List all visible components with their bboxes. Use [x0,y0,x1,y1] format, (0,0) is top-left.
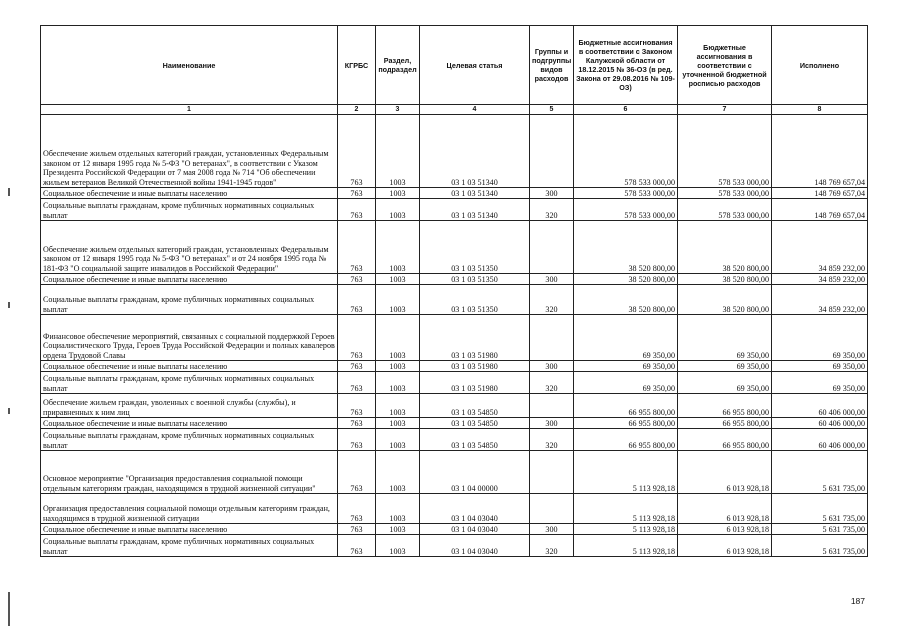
cell-executed: 5 631 735,00 [772,524,868,535]
cell-rospis: 38 520 800,00 [678,285,772,315]
cell-section: 1003 [376,188,420,199]
cell-kgrbs: 763 [338,418,376,429]
cell-name: Основное мероприятие "Организация предоставления социальной помощи отдельным категориям граждан, находящимся в трудной жизненной ситуации" [41,451,338,494]
cell-executed: 69 350,00 [772,372,868,394]
margin-mark [8,188,10,196]
cell-law: 66 955 800,00 [574,418,678,429]
cell-section: 1003 [376,429,420,451]
cell-kgrbs: 763 [338,361,376,372]
margin-mark [8,408,10,414]
cell-law: 578 533 000,00 [574,115,678,188]
cell-section: 1003 [376,361,420,372]
cell-executed: 69 350,00 [772,361,868,372]
table-row [41,188,868,199]
table-row [41,199,868,221]
cell-name: Социальное обеспечение и иные выплаты населению [41,524,338,535]
cell-executed: 60 406 000,00 [772,394,868,418]
cell-law: 578 533 000,00 [574,199,678,221]
table-row [41,429,868,451]
table-row [41,535,868,557]
cell-group: 320 [530,535,574,557]
cell-executed: 34 859 232,00 [772,274,868,285]
cell-group: 320 [530,199,574,221]
cell-kgrbs: 763 [338,221,376,274]
cell-law: 578 533 000,00 [574,188,678,199]
cell-executed: 69 350,00 [772,315,868,361]
table-row [41,394,868,418]
table-row [41,115,868,188]
cell-group [530,115,574,188]
cell-law: 38 520 800,00 [574,274,678,285]
column-number: 8 [772,105,868,115]
table-row [41,494,868,524]
cell-target: 03 1 03 54850 [420,418,530,429]
budget-table [40,25,868,557]
cell-target: 03 1 03 51980 [420,315,530,361]
cell-name: Социальное обеспечение и иные выплаты населению [41,188,338,199]
cell-rospis: 6 013 928,18 [678,524,772,535]
cell-group [530,394,574,418]
cell-rospis: 578 533 000,00 [678,199,772,221]
cell-kgrbs: 763 [338,394,376,418]
cell-target: 03 1 04 00000 [420,451,530,494]
page-number: 187 [850,596,865,606]
column-header: Исполнено [772,26,868,105]
cell-rospis: 578 533 000,00 [678,115,772,188]
cell-law: 69 350,00 [574,372,678,394]
cell-kgrbs: 763 [338,524,376,535]
cell-law: 66 955 800,00 [574,394,678,418]
column-number: 5 [530,105,574,115]
column-header: Группы и подгруппы видов расходов [530,26,574,105]
cell-rospis: 38 520 800,00 [678,221,772,274]
cell-group: 320 [530,372,574,394]
cell-executed: 60 406 000,00 [772,418,868,429]
cell-target: 03 1 03 51350 [420,221,530,274]
cell-section: 1003 [376,524,420,535]
cell-group [530,221,574,274]
cell-executed: 148 769 657,04 [772,199,868,221]
cell-target: 03 1 03 54850 [420,394,530,418]
column-number: 3 [376,105,420,115]
cell-kgrbs: 763 [338,274,376,285]
cell-rospis: 69 350,00 [678,372,772,394]
cell-law: 5 113 928,18 [574,494,678,524]
cell-kgrbs: 763 [338,315,376,361]
cell-group [530,494,574,524]
cell-kgrbs: 763 [338,535,376,557]
cell-executed: 34 859 232,00 [772,285,868,315]
cell-executed: 5 631 735,00 [772,494,868,524]
cell-executed: 5 631 735,00 [772,451,868,494]
table-row [41,361,868,372]
column-number: 6 [574,105,678,115]
cell-group: 300 [530,418,574,429]
table-row [41,315,868,361]
margin-mark [8,302,10,308]
cell-group: 320 [530,285,574,315]
cell-section: 1003 [376,274,420,285]
cell-group: 300 [530,524,574,535]
cell-rospis: 6 013 928,18 [678,494,772,524]
cell-law: 66 955 800,00 [574,429,678,451]
cell-executed: 5 631 735,00 [772,535,868,557]
cell-target: 03 1 03 51340 [420,115,530,188]
cell-section: 1003 [376,115,420,188]
cell-section: 1003 [376,221,420,274]
table-row [41,451,868,494]
cell-law: 69 350,00 [574,315,678,361]
cell-name: Организация предоставления социальной помощи отдельным категориям граждан, находящимся в трудной жизненной ситуации [41,494,338,524]
cell-kgrbs: 763 [338,199,376,221]
margin-mark [8,592,10,626]
cell-section: 1003 [376,285,420,315]
cell-group: 300 [530,361,574,372]
cell-section: 1003 [376,372,420,394]
cell-kgrbs: 763 [338,285,376,315]
cell-rospis: 6 013 928,18 [678,535,772,557]
cell-group: 300 [530,274,574,285]
cell-kgrbs: 763 [338,494,376,524]
cell-section: 1003 [376,315,420,361]
column-header: Наименование [41,26,338,105]
cell-rospis: 69 350,00 [678,361,772,372]
cell-name: Социальные выплаты гражданам, кроме публичных нормативных социальных выплат [41,199,338,221]
column-number: 4 [420,105,530,115]
cell-group: 320 [530,429,574,451]
cell-target: 03 1 03 51350 [420,274,530,285]
cell-section: 1003 [376,535,420,557]
cell-group [530,451,574,494]
cell-name: Социальные выплаты гражданам, кроме публичных нормативных социальных выплат [41,429,338,451]
cell-kgrbs: 763 [338,451,376,494]
table-row [41,274,868,285]
cell-section: 1003 [376,418,420,429]
table-row [41,418,868,429]
cell-law: 5 113 928,18 [574,524,678,535]
cell-target: 03 1 03 54850 [420,429,530,451]
cell-law: 69 350,00 [574,361,678,372]
cell-name: Социальное обеспечение и иные выплаты населению [41,361,338,372]
table-row [41,221,868,274]
cell-target: 03 1 04 03040 [420,524,530,535]
column-header: Раздел, подраздел [376,26,420,105]
cell-name: Социальное обеспечение и иные выплаты населению [41,418,338,429]
cell-kgrbs: 763 [338,188,376,199]
cell-section: 1003 [376,451,420,494]
cell-target: 03 1 03 51980 [420,372,530,394]
cell-executed: 34 859 232,00 [772,221,868,274]
cell-target: 03 1 04 03040 [420,494,530,524]
cell-section: 1003 [376,494,420,524]
cell-name: Обеспечение жильем отдельных категорий граждан, установленных Федеральным законом от 12 января 1995 года № 5-ФЗ "О ветеранах", в соответствии с Указом Президента Российской Федерации от 7 мая 2008 года № 714 "Об обеспечении жильем ветеранов Великой Отечественной войны 1941-1945 годов" [41,115,338,188]
cell-name: Финансовое обеспечение мероприятий, связанных с социальной поддержкой Героев Социалистического Труда, Героев Труда Российской Федерации и полных кавалеров ордена Трудовой Славы [41,315,338,361]
cell-rospis: 38 520 800,00 [678,274,772,285]
cell-law: 38 520 800,00 [574,221,678,274]
cell-target: 03 1 03 51340 [420,188,530,199]
cell-kgrbs: 763 [338,372,376,394]
cell-executed: 60 406 000,00 [772,429,868,451]
cell-target: 03 1 03 51980 [420,361,530,372]
cell-rospis: 69 350,00 [678,315,772,361]
cell-target: 03 1 03 51340 [420,199,530,221]
cell-law: 5 113 928,18 [574,451,678,494]
cell-section: 1003 [376,199,420,221]
cell-name: Обеспечение жильем отдельных категорий граждан, установленных Федеральным законом от 12 января 1995 года № 5-ФЗ "О ветеранах" и от 24 ноября 1995 года № 181-ФЗ "О социальной защите инвалидов в Российской Федерации" [41,221,338,274]
column-header: Целевая статья [420,26,530,105]
column-header: Бюджетные ассигнования в соответствии с Законом Калужской области от 18.12.2015 № 36-ОЗ (в ред. Закона от 29.08.2016 № 109-ОЗ) [574,26,678,105]
header-row [41,26,868,105]
cell-name: Социальное обеспечение и иные выплаты населению [41,274,338,285]
cell-name: Социальные выплаты гражданам, кроме публичных нормативных социальных выплат [41,372,338,394]
cell-executed: 148 769 657,04 [772,115,868,188]
cell-rospis: 66 955 800,00 [678,429,772,451]
cell-section: 1003 [376,394,420,418]
cell-kgrbs: 763 [338,429,376,451]
table-row [41,524,868,535]
table-row [41,285,868,315]
cell-rospis: 6 013 928,18 [678,451,772,494]
cell-name: Социальные выплаты гражданам, кроме публичных нормативных социальных выплат [41,535,338,557]
cell-kgrbs: 763 [338,115,376,188]
column-number: 7 [678,105,772,115]
column-number-row [41,105,868,115]
column-number: 2 [338,105,376,115]
cell-law: 38 520 800,00 [574,285,678,315]
table-row [41,372,868,394]
column-header: КГРБС [338,26,376,105]
cell-executed: 148 769 657,04 [772,188,868,199]
cell-target: 03 1 03 51350 [420,285,530,315]
table-body [41,115,868,557]
cell-law: 5 113 928,18 [574,535,678,557]
column-header: Бюджетные ассигнования в соответствии с уточненной бюджетной росписью расходов [678,26,772,105]
column-number: 1 [41,105,338,115]
cell-group: 300 [530,188,574,199]
cell-rospis: 66 955 800,00 [678,394,772,418]
cell-group [530,315,574,361]
cell-rospis: 578 533 000,00 [678,188,772,199]
cell-target: 03 1 04 03040 [420,535,530,557]
cell-name: Обеспечение жильем граждан, уволенных с военной службы (службы), и приравненных к ним лиц [41,394,338,418]
cell-rospis: 66 955 800,00 [678,418,772,429]
cell-name: Социальные выплаты гражданам, кроме публичных нормативных социальных выплат [41,285,338,315]
